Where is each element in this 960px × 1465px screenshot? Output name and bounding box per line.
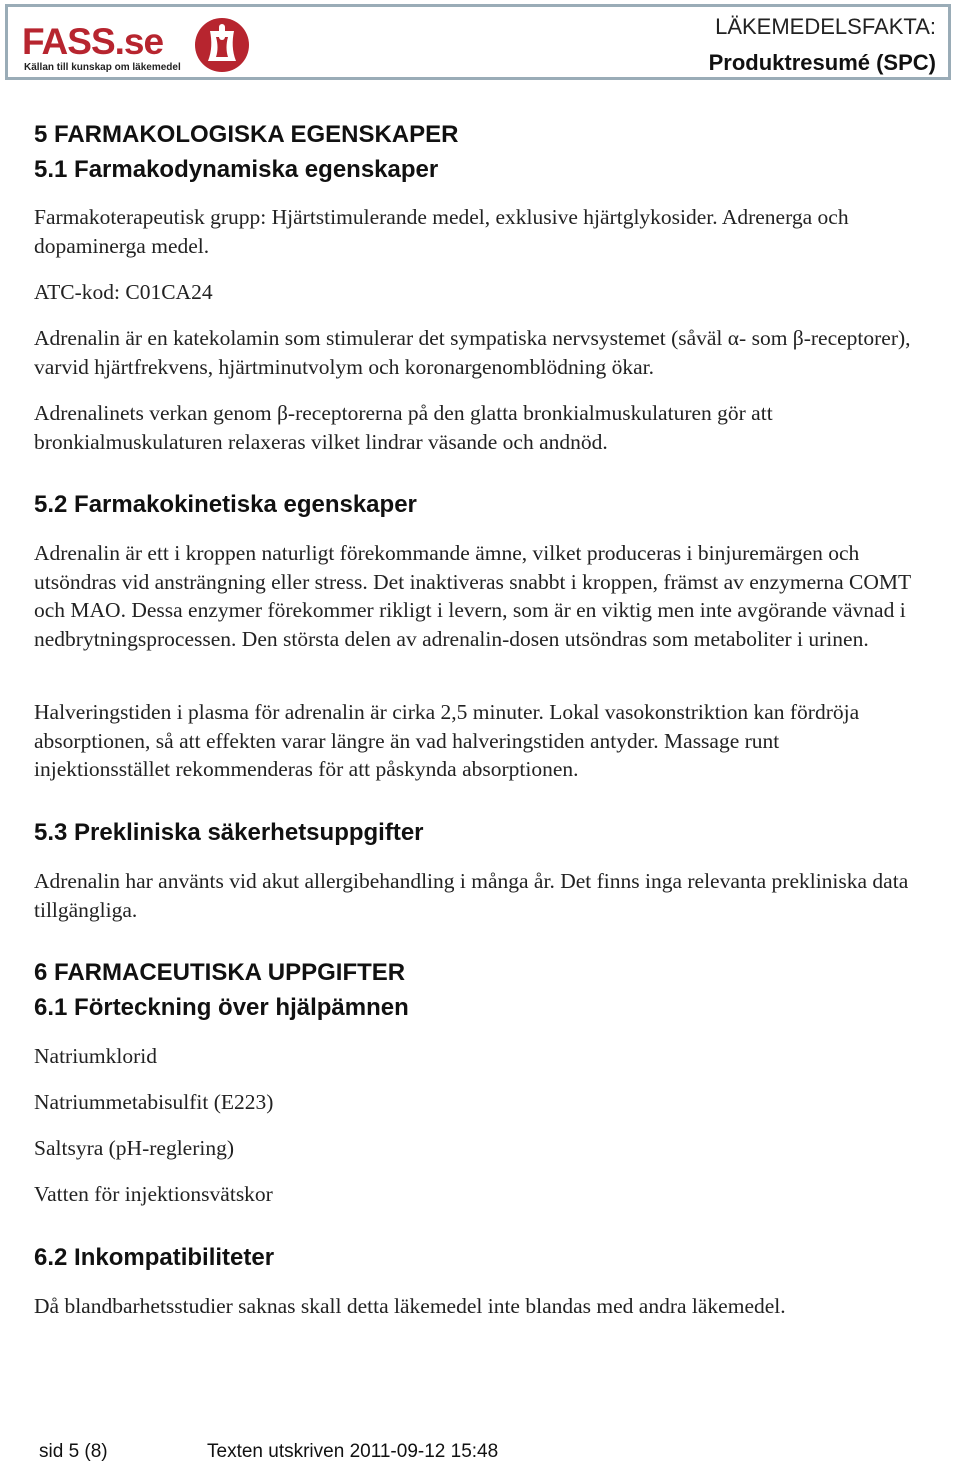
paragraph-incompatibilities: Då blandbarhetsstudier saknas skall detta läkemedel inte blandas med andra läkemedel. [34, 1294, 786, 1318]
heading-5-1: 5.1 Farmakodynamiska egenskaper [34, 156, 439, 183]
mortar-pestle-icon [194, 17, 250, 73]
paragraph-bronchial-effect: Adrenalinets verkan genom β-receptorerna på den glatta bronkialmuskulaturen gör att bronkialmuskulaturen relaxeras vilket lindrar väsande och andnöd. [34, 401, 773, 454]
paragraph-pharmacotherapeutic-group: Farmakoterapeutisk grupp: Hjärtstimulerande medel, exklusive hjärtglykosider. Adrenerga och dopaminerga medel. [34, 205, 849, 258]
print-timestamp: Texten utskriven 2011-09-12 15:48 [207, 1441, 499, 1462]
excipient-item: Natriumklorid [34, 1044, 158, 1068]
heading-6-2: 6.2 Inkompatibiliteter [34, 1244, 275, 1271]
logo-tagline: Källan till kunskap om läkemedel [24, 62, 181, 73]
paragraph-half-life: Halveringstiden i plasma för adrenalin är cirka 2,5 minuter. Lokal vasokonstriktion kan fördröja absorptionen, så att effekten varar längre än vad halveringstiden antyder. Massage runt injektionsstället rekommenderas för att påskynda absorptionen. [34, 700, 860, 781]
excipient-item: Saltsyra (pH-reglering) [34, 1136, 234, 1160]
paragraph-atc-code: ATC-kod: C01CA24 [34, 280, 213, 304]
heading-section-6: 6 FARMACEUTISKA UPPGIFTER [34, 959, 406, 986]
paragraph-preclinical: Adrenalin har använts vid akut allergibehandling i många år. Det finns inga relevanta prekliniska data tillgängliga. [34, 869, 909, 922]
heading-5-2: 5.2 Farmakokinetiska egenskaper [34, 491, 417, 518]
heading-5-3: 5.3 Prekliniska säkerhetsuppgifter [34, 819, 424, 846]
document-header [5, 4, 951, 80]
heading-section-5: 5 FARMAKOLOGISKA EGENSKAPER [34, 121, 459, 148]
excipient-item: Vatten för injektionsvätskor [34, 1182, 273, 1206]
logo-wordmark: FASS.se [22, 21, 164, 62]
fass-logo[interactable] [22, 13, 254, 77]
heading-6-1: 6.1 Förteckning över hjälpämnen [34, 994, 409, 1021]
excipient-item: Natriummetabisulfit (E223) [34, 1090, 274, 1114]
header-subtitle: Produktresumé (SPC) [708, 50, 936, 75]
paragraph-pharmacokinetics: Adrenalin är ett i kroppen naturligt förekommande ämne, vilket produceras i binjuremärgen och utsöndras vid ansträngning eller stress. Det inaktiveras snabbt i kroppen, främst av enzymerna COMT och MAO. Dessa enzymer förekommer rikligt i levern, som är en viktig men inte avgörande vävnad i nedbrytningsprocessen. Den största delen av adrenalin-dosen utsöndras som metaboliter i urinen. [34, 541, 911, 651]
header-title: LÄKEMEDELSFAKTA: [715, 14, 936, 39]
paragraph-mechanism: Adrenalin är en katekolamin som stimulerar det sympatiska nervsystemet (såväl α- som β-receptorer), varvid hjärtfrekvens, hjärtminutvolym och koronargenomblödning ökar. [34, 326, 911, 379]
page-number: sid 5 (8) [39, 1441, 108, 1462]
